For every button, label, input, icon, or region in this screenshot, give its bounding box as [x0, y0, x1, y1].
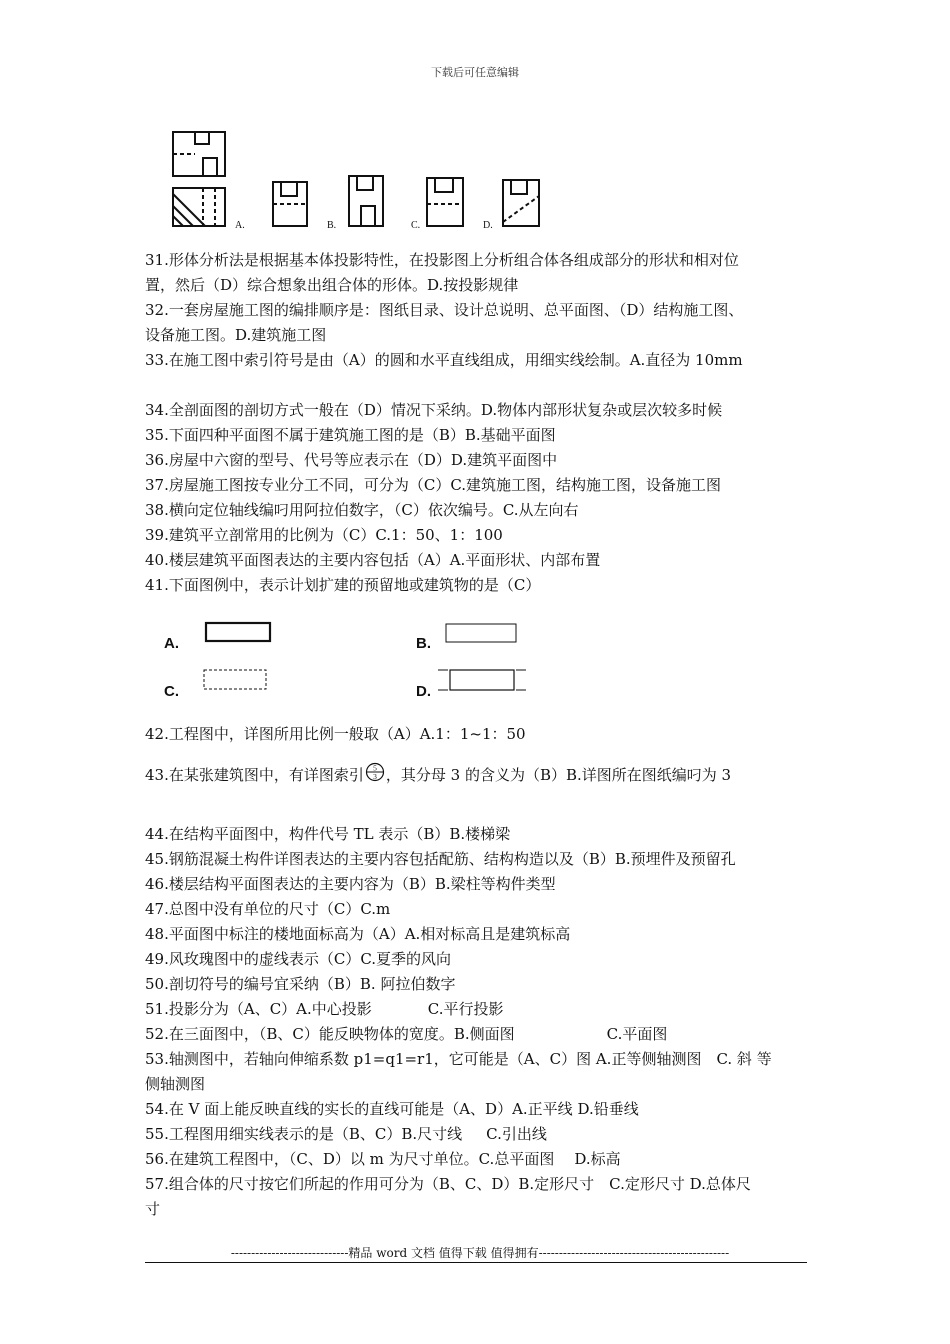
question-35: 35.下面四种平面图不属于建筑施工图的是（B）B.基础平面图 [145, 426, 556, 444]
footer-divider [145, 1262, 807, 1263]
question-45: 45.钢筋混凝土构件详图表达的主要内容包括配筋、结构构造以及（B）B.预埋件及预留孔 [145, 850, 736, 868]
question-52-part1: 52.在三面图中，（B、C）能反映物体的宽度。B.侧面图 [145, 1025, 515, 1043]
projection-figure [165, 126, 565, 232]
question-32-line2: 设备施工图。D.建筑施工图 [145, 326, 327, 344]
question-41: 41.下面图例中，表示计划扩建的预留地或建筑物的是（C） [145, 576, 541, 594]
question-47: 47.总图中没有单位的尺寸（C）C.m [145, 900, 391, 918]
question-53-line2: 侧轴测图 [145, 1075, 206, 1093]
question-55 [145, 1122, 815, 1147]
question-48: 48.平面图中标注的楼地面标高为（A）A.相对标高且是建筑标高 [145, 925, 571, 943]
legend-figure [158, 610, 538, 706]
question-52-part2: C.平面图 [606, 1025, 668, 1043]
question-38: 38.横向定位轴线编叼用阿拉伯数字，（C）依次编号。C.从左向右 [145, 501, 579, 519]
question-42: 42.工程图中，详图所用比例一般取（A）A.1：1~1：50 [145, 725, 526, 743]
question-53-line1: 53.轴测图中，若轴向伸缩系数 p1=q1=r1，它可能是（A、C）图 A.正等侧轴测图 C. 斜 等 [145, 1050, 772, 1068]
question-50: 50.剖切符号的编号宜采纳（B）B. 阿拉伯数字 [145, 975, 456, 993]
question-57-line2: 寸 [145, 1200, 161, 1218]
question-56 [145, 1147, 815, 1172]
question-46: 46.楼层结构平面图表达的主要内容为（B）B.梁柱等构件类型 [145, 875, 556, 893]
page-header: 下载后可任意编辑 [431, 66, 519, 79]
question-56-part1: 56.在建筑工程图中，（C、D）以 m 为尺寸单位。C.总平面图 [145, 1150, 555, 1168]
question-33: 33.在施工图中索引符号是由（A）的圆和水平直线组成，用细实线绘制。A.直径为 10mm [145, 351, 743, 369]
question-51-part2: C.平行投影 [427, 1000, 504, 1018]
question-55-part2: C.引出线 [486, 1125, 547, 1143]
question-44: 44.在结构平面图中，构件代号 TL 表示（B）B.楼梯梁 [145, 825, 511, 843]
question-40: 40.楼层建筑平面图表达的主要内容包括（A）A.平面形状、内部布置 [145, 551, 601, 569]
fig2-label-c: C. [164, 683, 179, 700]
fig1-label-a: A. [235, 220, 245, 231]
question-51 [145, 997, 815, 1022]
detail-index-denominator: 3 [372, 771, 377, 781]
question-34: 34.全剖面图的剖切方式一般在（D）情况下采纳。D.物体内部形状复杂或层次较多时候 [145, 401, 723, 419]
question-32-line1: 32.一套房屋施工图的编排顺序是：图纸目录、设计总说明、总平面图、（D）结构施工图、 [145, 301, 744, 319]
fig2-label-b: B. [416, 635, 431, 652]
question-43-prefix: 43.在某张建筑图中，有详图索引 [145, 766, 364, 784]
question-31-line1: 31.形体分析法是根据基本体投影特性，在投影图上分析组合体各组成部分的形状和相对位 [145, 251, 739, 269]
question-43-suffix: ，其分母 3 的含义为（B）B.详图所在图纸编叼为 3 [385, 766, 732, 784]
question-49: 49.风玫瑰图中的虚线表示（C）C.夏季的风向 [145, 950, 452, 968]
detail-index-symbol-icon [365, 762, 385, 782]
question-37: 37.房屋施工图按专业分工不同，可分为（C）C.建筑施工图，结构施工图，设备施工图 [145, 476, 722, 494]
page-footer: -----------------------------精品 word 文档 值得下载 值得拥有----------------------------------------------- [230, 1246, 730, 1260]
question-52 [145, 1022, 815, 1047]
question-43 [145, 762, 815, 788]
question-56-part2: D.标高 [574, 1150, 621, 1168]
fig2-label-a: A. [164, 635, 179, 652]
fig1-label-b: B. [327, 220, 337, 231]
question-31-line2: 置，然后（D）综合想象出组合体的形体。D.按投影规律 [145, 276, 519, 294]
question-51-part1: 51.投影分为（A、C）A.中心投影 [145, 1000, 372, 1018]
question-54: 54.在 V 面上能反映直线的实长的直线可能是（A、D）A.正平线 D.铅垂线 [145, 1100, 639, 1118]
fig1-label-d: D. [483, 220, 493, 231]
question-57-line1: 57.组合体的尺寸按它们所起的作用可分为（B、C、D）B.定形尺寸 C.定形尺寸 D.总体尺 [145, 1175, 751, 1193]
fig1-label-c: C. [411, 220, 421, 231]
fig2-label-d: D. [416, 683, 431, 700]
question-55-part1: 55.工程图用细实线表示的是（B、C）B.尺寸线 [145, 1125, 463, 1143]
question-39: 39.建筑平立剖常用的比例为（C）C.1：50、1：100 [145, 526, 503, 544]
detail-index-numerator: 5 [372, 763, 377, 773]
question-36: 36.房屋中六窗的型号、代号等应表示在（D）D.建筑平面图中 [145, 451, 558, 469]
